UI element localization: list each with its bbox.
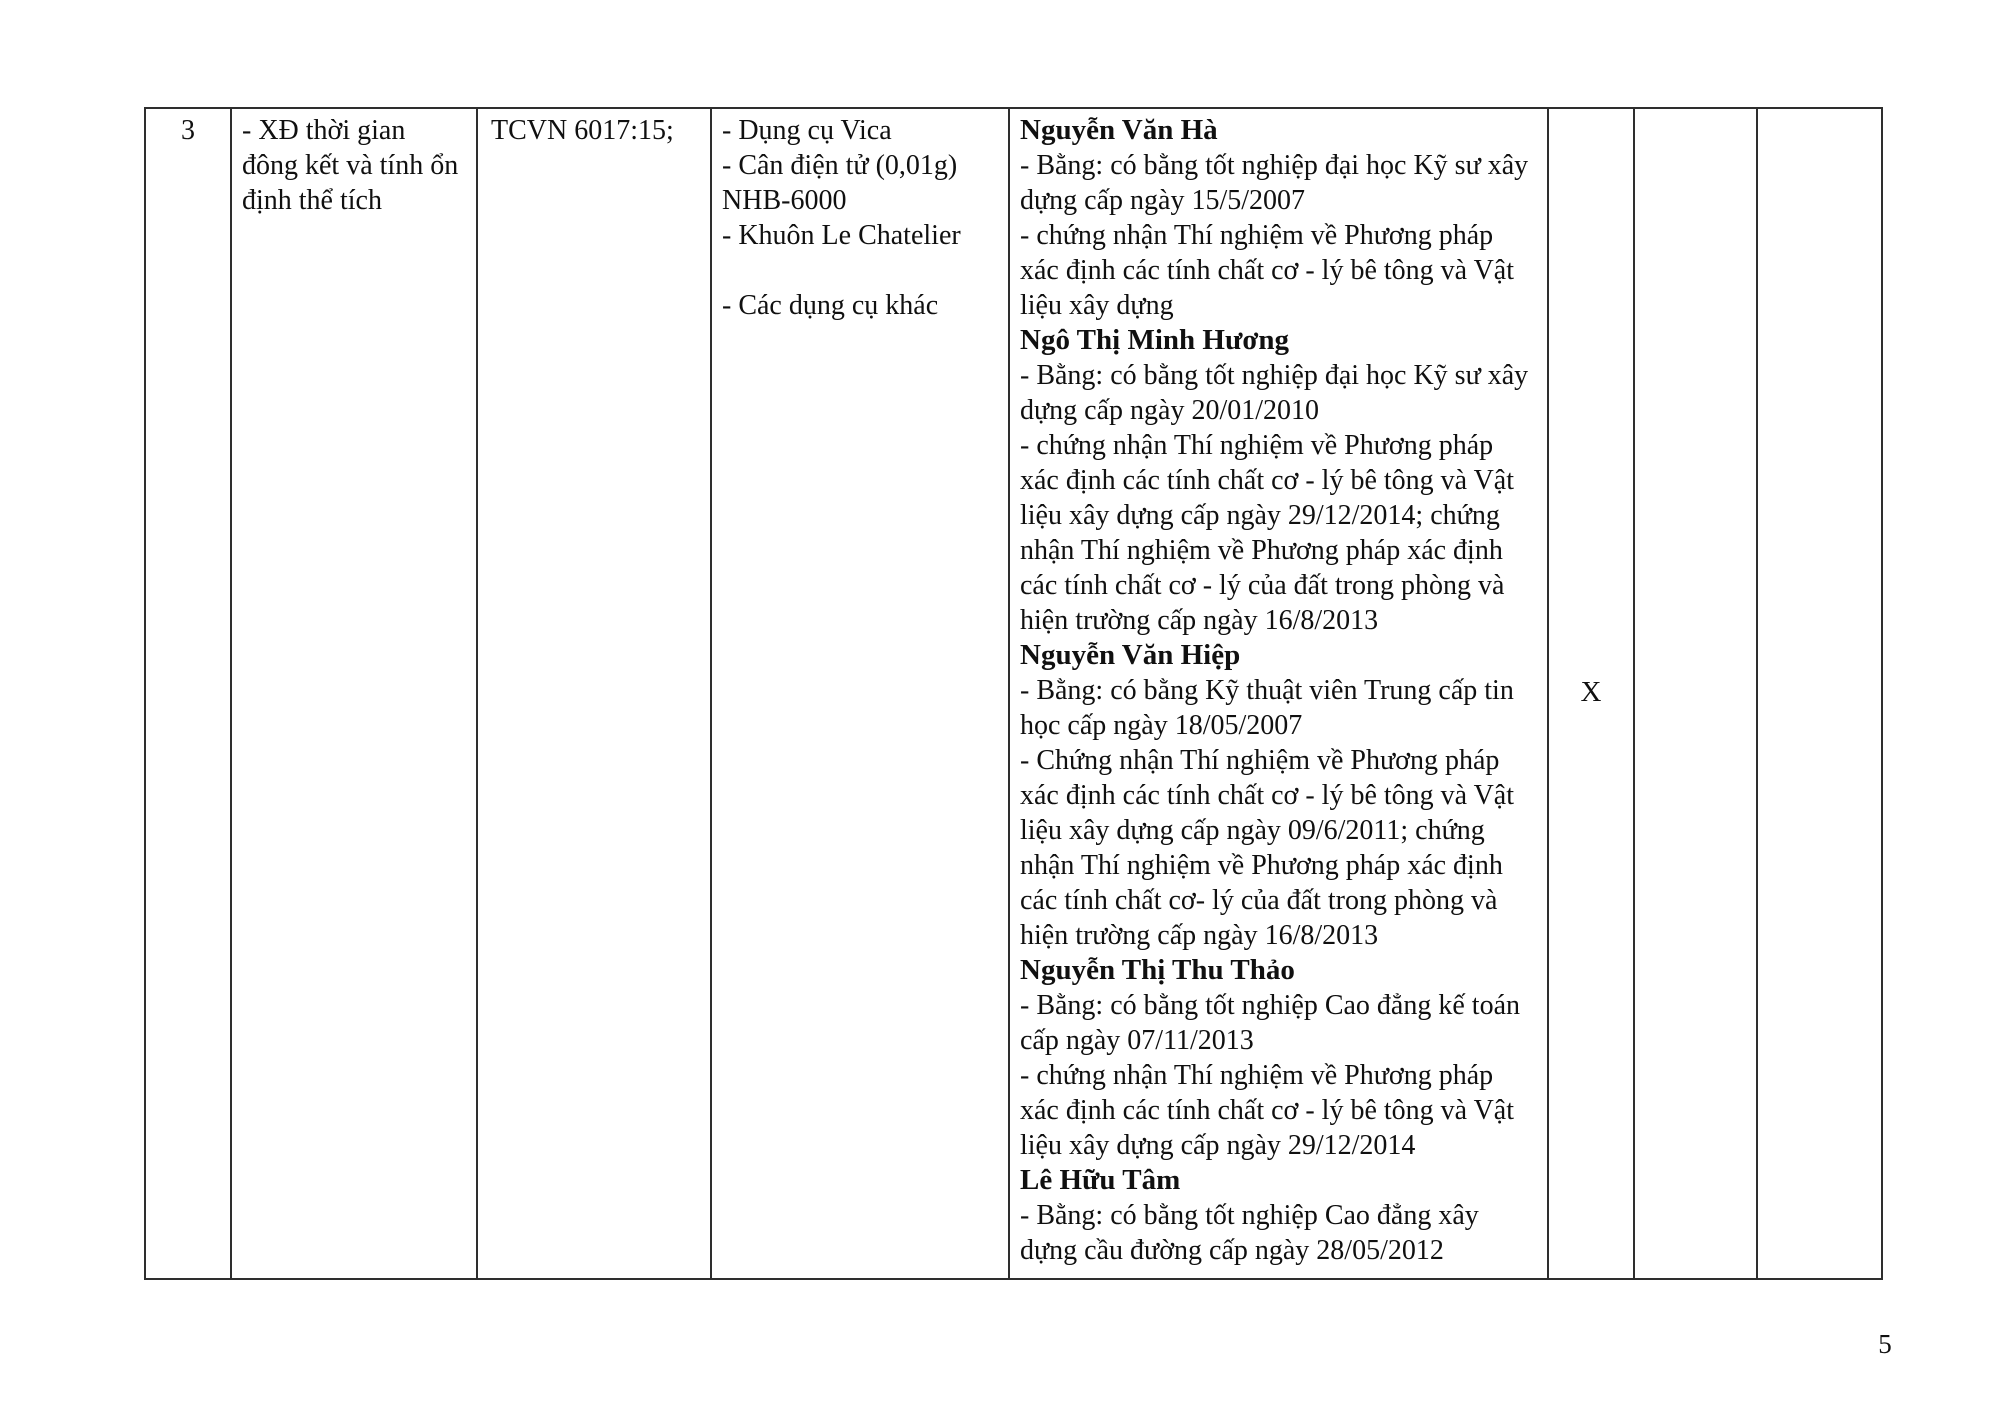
person-name: Lê Hữu Tâm <box>1020 1164 1181 1196</box>
person-detail: - Bằng: có bằng tốt nghiệp Cao đẳng xây dựng cầu đường cấp ngày 28/05/2012 <box>1020 1200 1479 1266</box>
table-row <box>145 108 1882 1279</box>
cell-empty-1 <box>1634 108 1757 1279</box>
cell-empty-2 <box>1757 108 1882 1279</box>
cell-check-mark: X <box>1548 108 1634 1279</box>
equipment-item: - Dụng cụ Vica <box>722 115 892 146</box>
equipment-item <box>722 253 998 288</box>
lab-capability-table <box>144 107 1883 1280</box>
cell-test-name: - XĐ thời gian đông kết và tính ổn định thể tích <box>231 108 477 1279</box>
person-detail: - Bằng: có bằng tốt nghiệp Cao đẳng kế toán cấp ngày 07/11/2013 <box>1020 990 1520 1056</box>
cell-equipment-list <box>711 108 1009 1279</box>
person-detail: - Bằng: có bằng tốt nghiệp đại học Kỹ sư xây dựng cấp ngày 15/5/2007 <box>1020 150 1529 216</box>
person-detail: - chứng nhận Thí nghiệm về Phương pháp xác định các tính chất cơ - lý bê tông và Vật liệu xây dựng <box>1020 220 1515 321</box>
cell-standard: TCVN 6017:15; <box>477 108 711 1279</box>
equipment-item: - Khuôn Le Chatelier <box>722 220 961 251</box>
page-number: 5 <box>1878 1329 1892 1359</box>
person-name: Nguyễn Thị Thu Thảo <box>1020 954 1295 986</box>
person-name: Ngô Thị Minh Hương <box>1020 324 1290 356</box>
person-detail: - Bằng: có bằng Kỹ thuật viên Trung cấp tin học cấp ngày 18/05/2007 <box>1020 675 1514 741</box>
person-detail: - Chứng nhận Thí nghiệm về Phương pháp xác định các tính chất cơ - lý bê tông và Vật liệu xây dựng cấp ngày 09/6/2011; chứng nhận Thí nghiệm về Phương pháp xác định các tính chất cơ- lý của đất trong phòng và hiện trường cấp ngày 16/8/2013 <box>1020 745 1515 951</box>
person-detail: - chứng nhận Thí nghiệm về Phương pháp xác định các tính chất cơ - lý bê tông và Vật liệu xây dựng cấp ngày 29/12/2014; chứng nhận Thí nghiệm về Phương pháp xác định các tính chất cơ - lý của đất trong phòng và hiện trường cấp ngày 16/8/2013 <box>1020 430 1515 636</box>
equipment-item: - Các dụng cụ khác <box>722 290 939 321</box>
person-detail: - Bằng: có bằng tốt nghiệp đại học Kỹ sư xây dựng cấp ngày 20/01/2010 <box>1020 360 1529 426</box>
person-name: Nguyễn Văn Hiệp <box>1020 639 1241 671</box>
equipment-item: - Cân điện tử (0,01g) NHB-6000 <box>722 150 958 216</box>
person-detail: - chứng nhận Thí nghiệm về Phương pháp xác định các tính chất cơ - lý bê tông và Vật liệu xây dựng cấp ngày 29/12/2014 <box>1020 1060 1515 1161</box>
cell-row-number: 3 <box>145 108 231 1279</box>
person-name: Nguyễn Văn Hà <box>1020 114 1218 146</box>
cell-personnel-list <box>1009 108 1548 1279</box>
